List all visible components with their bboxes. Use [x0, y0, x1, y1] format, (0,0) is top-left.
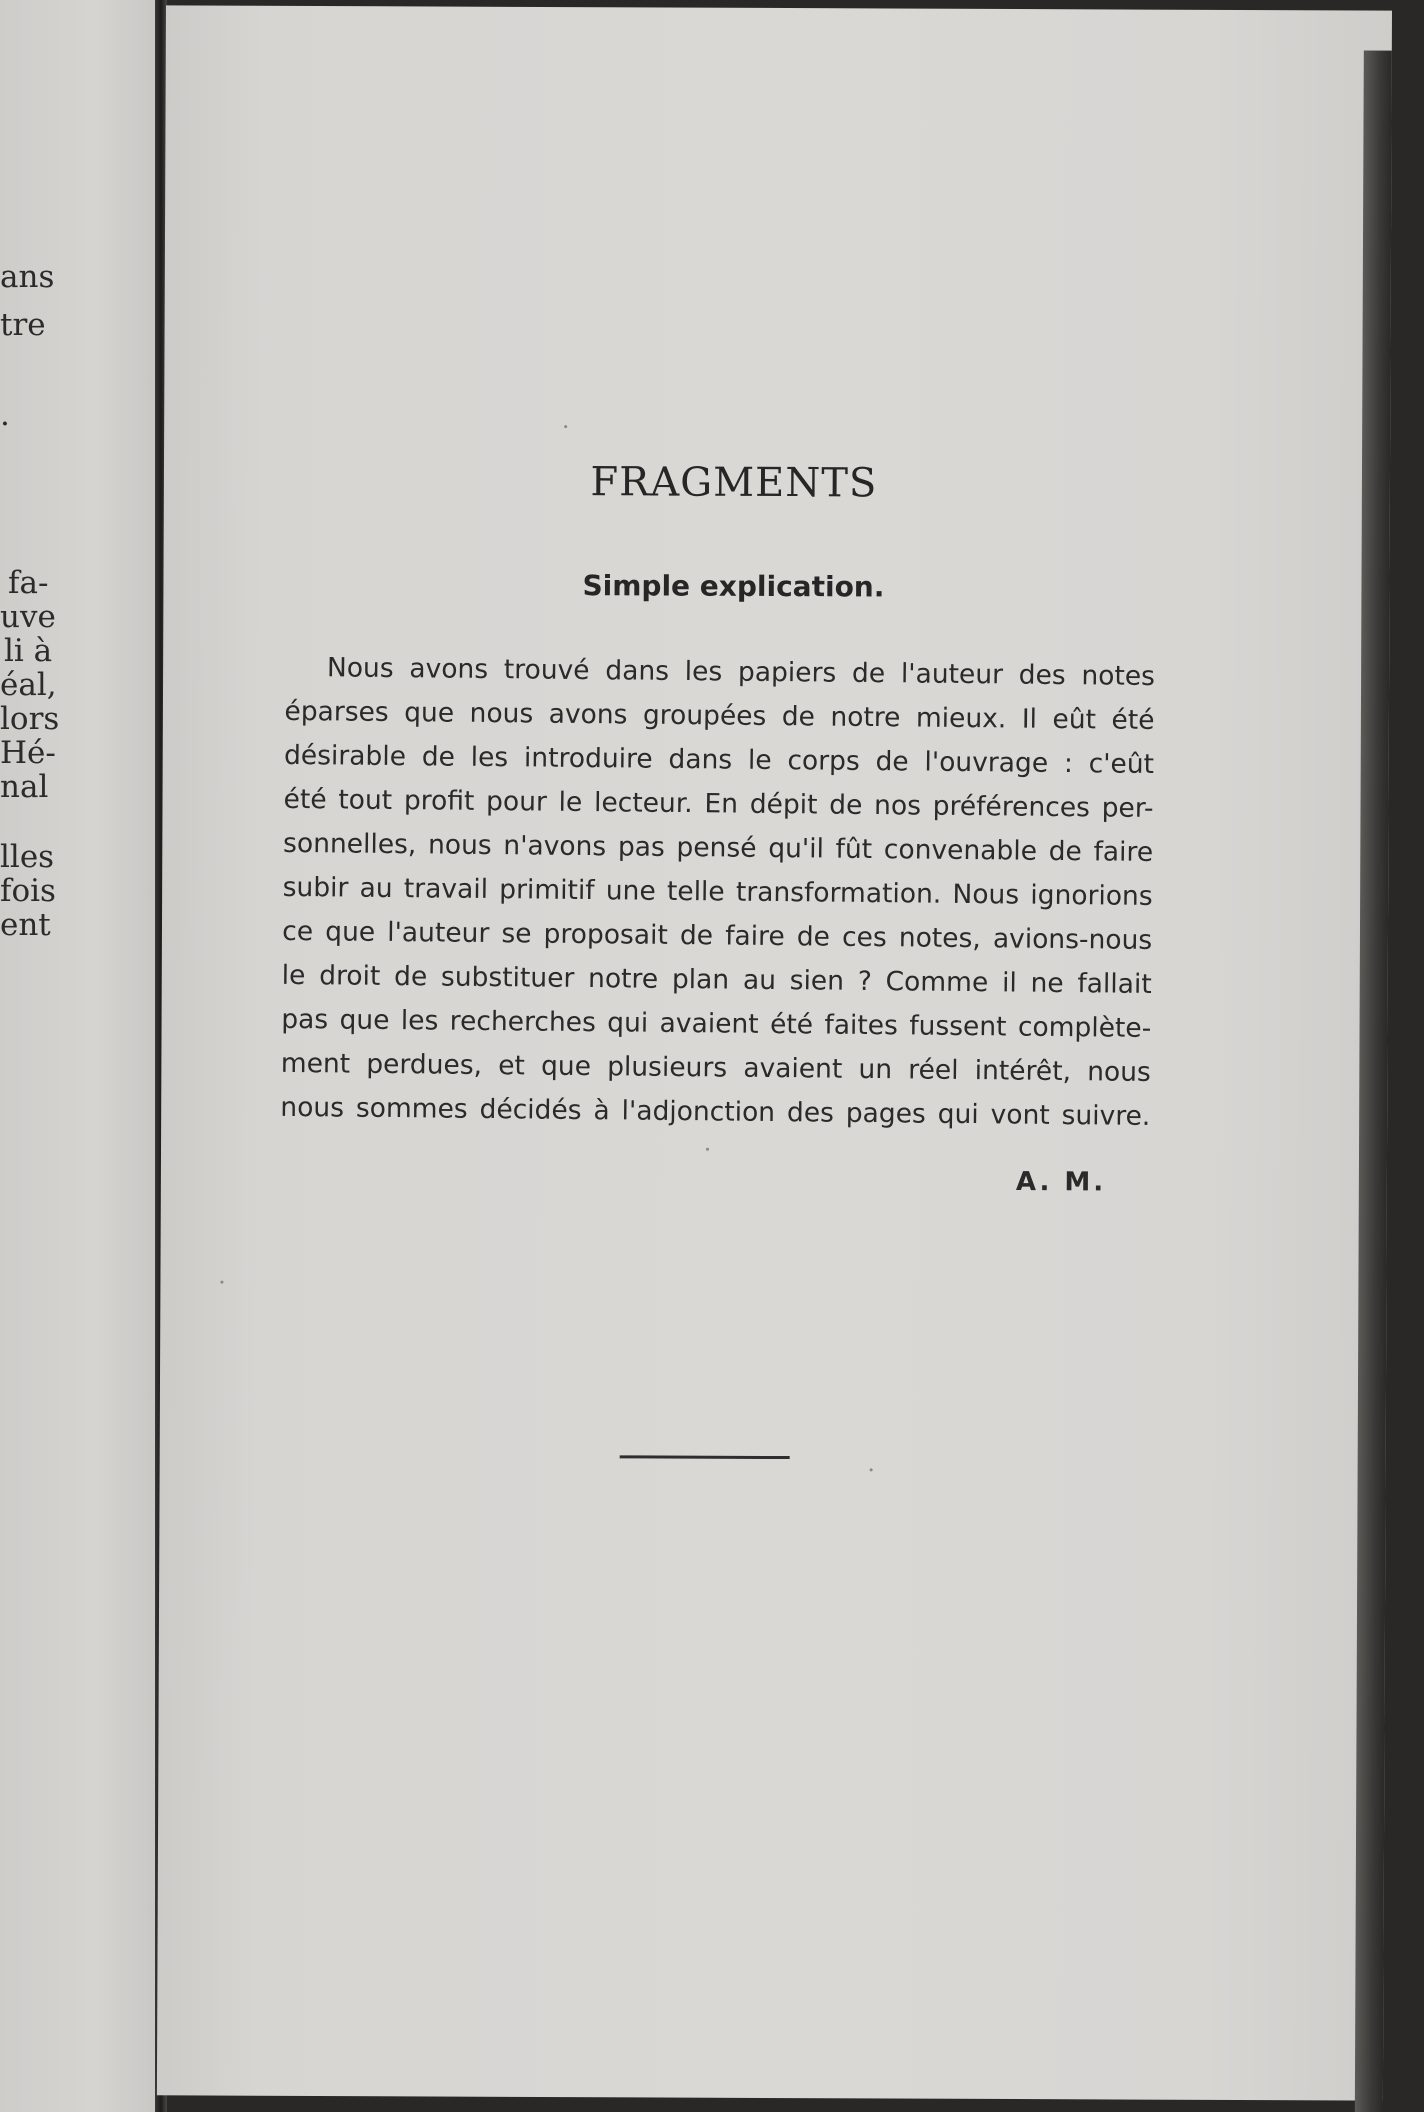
paragraph-line: désirable de les introduire dans le corps de l'ouvrage : c'eût	[283, 739, 1155, 780]
page-edge-shadow	[1355, 51, 1392, 2112]
left-page-text-fragment: uve	[0, 599, 56, 635]
left-page-text-fragment: éal,	[0, 667, 57, 703]
left-page-text-fragment: tre	[0, 307, 46, 343]
left-page-text-fragment: lors	[0, 701, 60, 737]
paper-speck	[564, 425, 567, 428]
paragraph-line: subir au travail primitif une telle transformation. Nous ignorions	[282, 871, 1153, 912]
left-page-text-fragment: .	[0, 397, 10, 433]
page-title: FRAGMENTS	[590, 459, 878, 507]
section-subtitle: Simple explication.	[582, 569, 885, 604]
body-paragraph	[280, 646, 1155, 1139]
left-page-text-fragment: nal	[0, 769, 49, 805]
paper-speck	[706, 1148, 709, 1151]
left-page-text-fragment: fa-	[8, 565, 49, 601]
paragraph-line: nous sommes décidés à l'adjonction des pages qui vont suivre.	[280, 1091, 1151, 1132]
left-facing-page	[0, 0, 158, 2112]
left-page-text-fragment: ans	[0, 259, 55, 295]
book-page	[157, 5, 1392, 2100]
left-page-text-fragment: li à	[4, 633, 53, 669]
paragraph-line: ment perdues, et que plusieurs avaient un réel intérêt, nous	[280, 1047, 1151, 1088]
left-page-text-fragment: lles	[0, 839, 55, 875]
paragraph-line: pas que les recherches qui avaient été faites fussent complète-	[281, 1003, 1152, 1044]
paragraph-line: été tout profit pour le lecteur. En dépit de nos préférences per-	[283, 783, 1154, 824]
signature-initials: A. M.	[1015, 1167, 1107, 1198]
paper-speck	[870, 1468, 873, 1471]
paper-speck	[220, 1281, 223, 1284]
paragraph-line: sonnelles, nous n'avons pas pensé qu'il fût convenable de faire	[282, 827, 1154, 868]
left-page-text-fragment: Hé-	[0, 735, 56, 771]
left-page-text-fragment: fois	[0, 873, 56, 909]
paragraph-line: éparses que nous avons groupées de notre mieux. Il eût été	[284, 695, 1155, 736]
left-page-text-fragment: ent	[0, 907, 51, 943]
paragraph-line: Nous avons trouvé dans les papiers de l'auteur des notes	[326, 652, 1156, 692]
paragraph-line: le droit de substituer notre plan au sien ? Comme il ne fallait	[281, 959, 1152, 1000]
paragraph-line: ce que l'auteur se proposait de faire de ces notes, avions-nous	[282, 915, 1153, 956]
section-divider-rule	[620, 1455, 790, 1459]
